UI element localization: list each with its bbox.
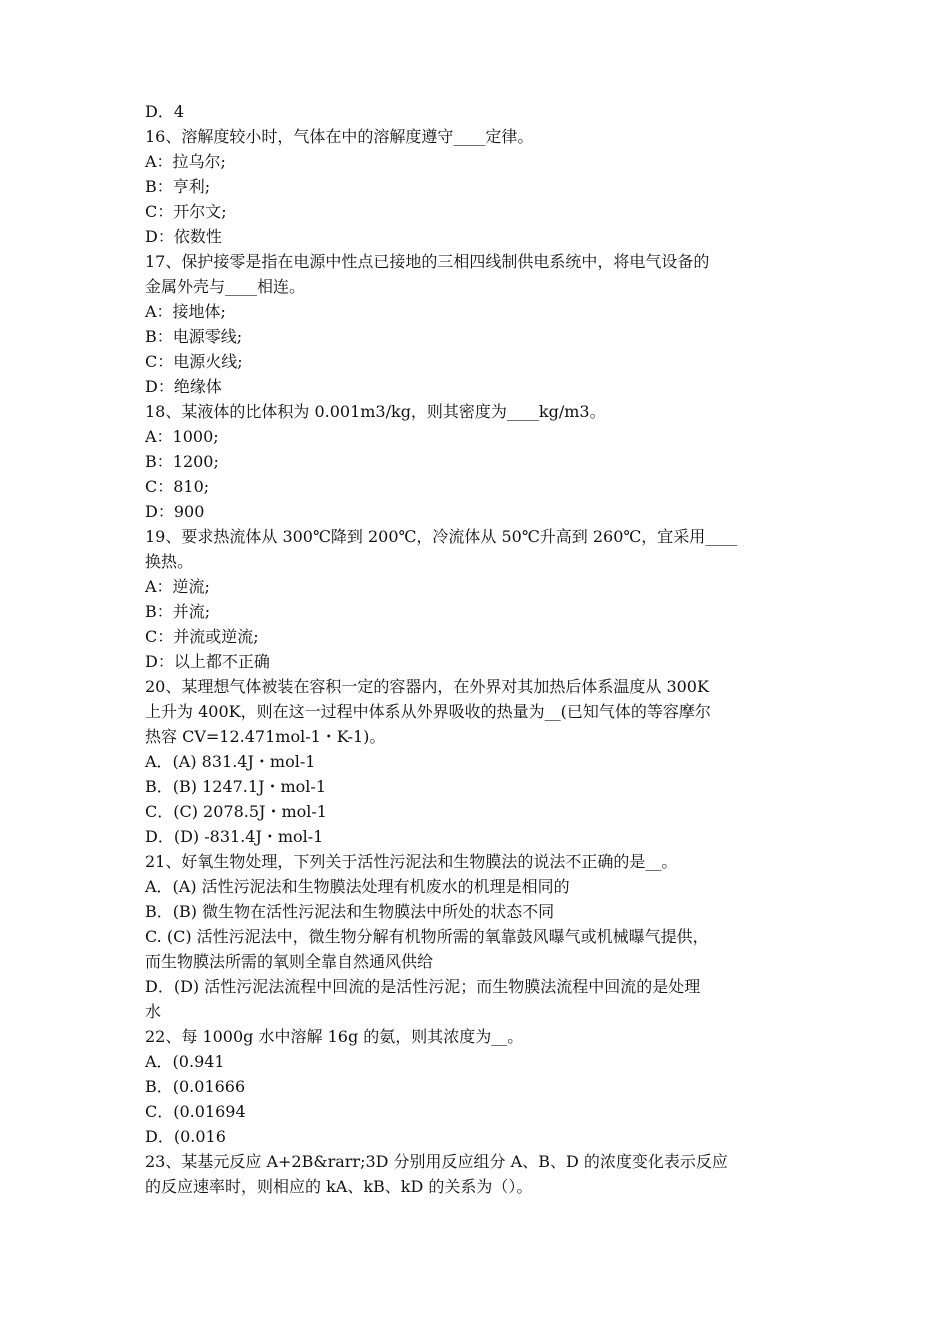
text-line: D：绝缘体 [145,377,222,396]
text-line: B．(0.01666 [145,1077,246,1096]
text-line: 22、每 1000g 水中溶解 16g 的氨，则其浓度为__。 [145,1027,524,1046]
text-line: B．(B) 微生物在活性污泥法和生物膜法中所处的状态不同 [145,902,555,921]
text-line: 的反应速率时，则相应的 kA、kB、kD 的关系为（）。 [145,1177,533,1196]
text-line: C：并流或逆流; [145,627,259,646]
text-line: A：1000; [145,427,219,446]
text-line: 换热。 [145,552,194,571]
text-line: C：电源火线; [145,352,243,371]
text-line: B：1200; [145,452,219,471]
text-line: A．(0.941 [145,1052,225,1071]
text-line: 17、保护接零是指在电源中性点已接地的三相四线制供电系统中，将电气设备的 [145,252,710,271]
text-line: D：依数性 [145,227,222,246]
text-line: D：900 [145,502,205,521]
text-line: C．(0.01694 [145,1102,246,1121]
text-line: D．4 [145,102,185,121]
text-line: C. (C) 活性污泥法中，微生物分解有机物所需的氧靠鼓风曝气或机械曝气提供， [145,927,709,946]
text-line: 23、某基元反应 A+2B&rarr;3D 分别用反应组分 A、B、D 的浓度变化表示反应 [145,1152,728,1171]
text-line: 16、溶解度较小时，气体在中的溶解度遵守____定律。 [145,127,534,146]
text-line: 水 [145,1002,162,1021]
text-line: 19、要求热流体从 300℃降到 200℃，冷流体从 50℃升高到 260℃，宜采用____ [145,527,738,546]
text-line: D．(D) 活性污泥法流程中回流的是活性污泥；而生物膜法流程中回流的是处理 [145,977,701,996]
text-line: D．(D) -831.4J・mol-1 [145,827,324,846]
text-line: A：逆流; [145,577,210,596]
text-line: C：开尔文; [145,202,227,221]
text-line: A．(A) 831.4J・mol-1 [145,752,316,771]
text-line: 热容 CV=12.471mol-1・K-1)。 [145,727,386,746]
text-line: B．(B) 1247.1J・mol-1 [145,777,326,796]
text-line: A．(A) 活性污泥法和生物膜法处理有机废水的机理是相同的 [145,877,570,896]
text-line: 而生物膜法所需的氧则全靠自然通风供给 [145,952,434,971]
text-line: A：拉乌尔; [145,152,226,171]
text-line: 18、某液体的比体积为 0.001m3/kg，则其密度为____kg/m3。 [145,402,606,421]
text-line: 20、某理想气体被装在容积一定的容器内，在外界对其加热后体系温度从 300K [145,677,709,696]
text-line: A：接地体; [145,302,226,321]
text-line: B：电源零线; [145,327,243,346]
text-line: C．(C) 2078.5J・mol-1 [145,802,327,821]
text-line: D．(0.016 [145,1127,226,1146]
text-line: 21、好氧生物处理，下列关于活性污泥法和生物膜法的说法不正确的是__。 [145,852,678,871]
document-page [145,99,810,1199]
text-line: 上升为 400K，则在这一过程中体系从外界吸收的热量为__(已知气体的等容摩尔 [145,702,711,721]
text-line: C：810; [145,477,210,496]
text-line: 金属外壳与____相连。 [145,277,306,296]
text-line: B：并流; [145,602,211,621]
text-line: D：以上都不正确 [145,652,270,671]
text-line: B：亨利; [145,177,211,196]
